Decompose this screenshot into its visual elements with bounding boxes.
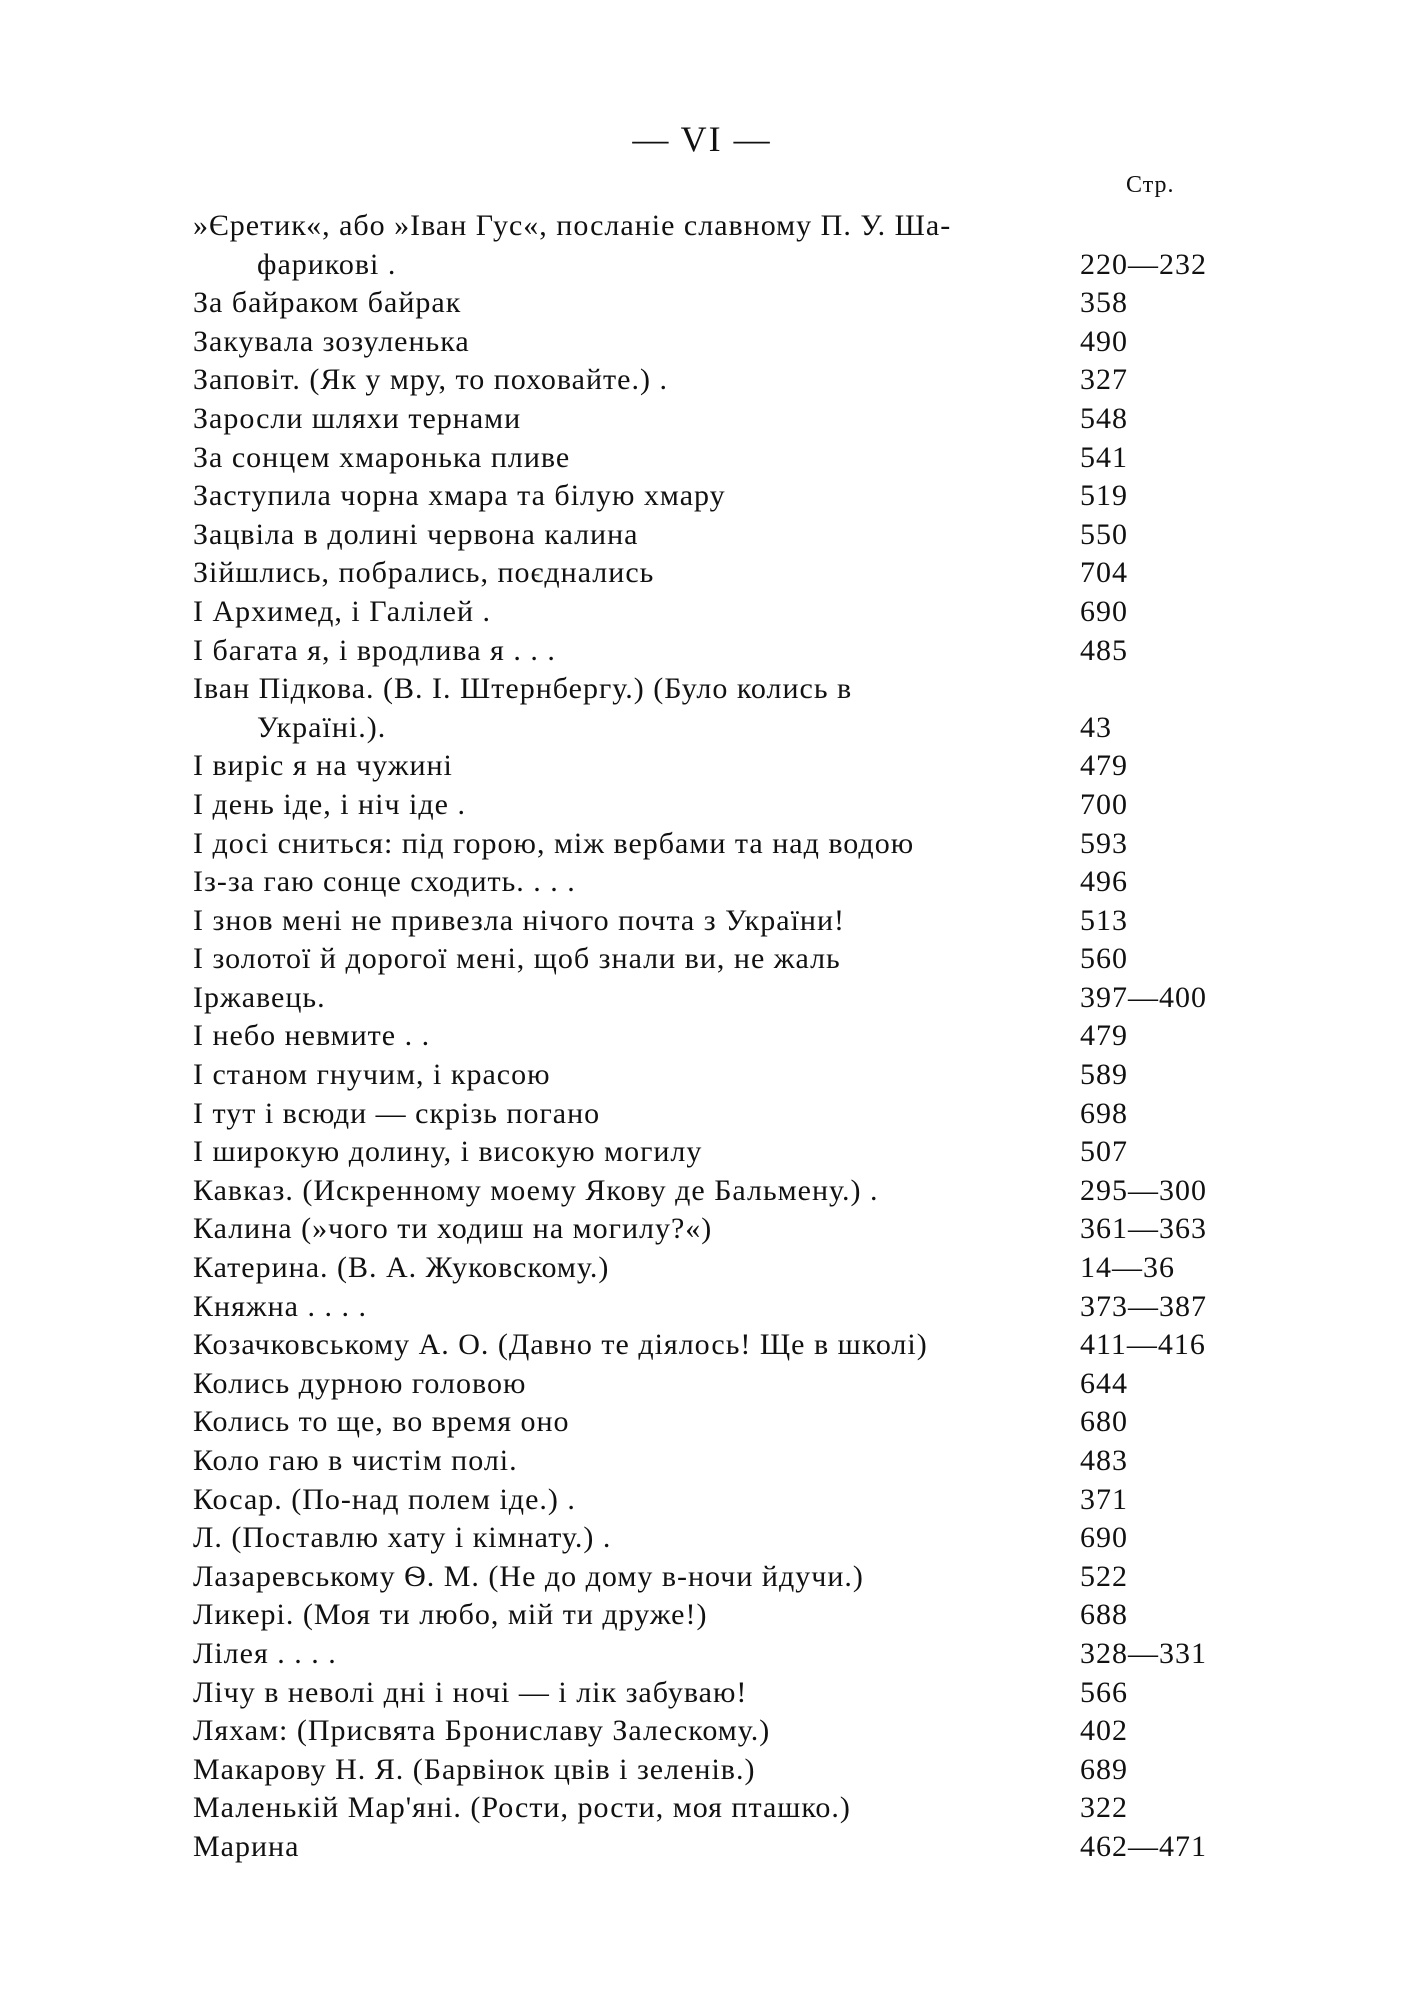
toc-entry-line (193, 1403, 1223, 1442)
toc-entry-title: Макарову Н. Я. (Барвінок цвів і зеленів.) (193, 1752, 756, 1786)
toc-entry-line (193, 246, 1223, 285)
toc-entry-title: Лічу в неволі дні і ночі — і лік забуваю! (193, 1675, 748, 1709)
toc-entry-title: Марина (193, 1829, 300, 1863)
toc-entry-page: 483 (1080, 1444, 1128, 1477)
toc-entry-line (193, 1095, 1223, 1134)
toc-entry-title: І Архимед, і Галілей . (193, 594, 492, 628)
toc-entry-page: 680 (1080, 1405, 1128, 1439)
toc-entry-line (193, 1017, 1223, 1056)
toc-entry-page: 220—232 (1080, 247, 1207, 281)
toc-entry-page: 43 (1080, 710, 1112, 744)
toc-entry-line (193, 1326, 1223, 1365)
toc-entry-title: Лілея . . . . (193, 1636, 337, 1670)
toc-entry-title: Іржавець. (193, 980, 326, 1014)
toc-entry-line (193, 1249, 1223, 1288)
toc-entry-title: Колись дурною головою (193, 1366, 527, 1400)
toc-entry-line (193, 439, 1223, 478)
toc-entry-title: Заступила чорна хмара та білую хмару (193, 479, 726, 513)
toc-entry-page: 522 (1080, 1559, 1128, 1593)
toc-entry-title: Косар. (По-над полем іде.) . (193, 1482, 576, 1516)
toc-entry-line (193, 1674, 1223, 1713)
toc-entry-title: Маленькій Мар'яні. (Рости, рости, моя пташко.) (193, 1791, 851, 1825)
toc-entry-line (193, 477, 1223, 516)
toc-entry-title: Зацвіла в долині червона калина (193, 517, 639, 551)
toc-entry-title: Із-за гаю сонце сходить. . . . (193, 865, 576, 899)
toc-entry-title: Колись то ще, во время оно (193, 1405, 570, 1439)
toc-entry-title: Закувала зозуленька (193, 324, 470, 358)
toc-entry-page: 690 (1080, 594, 1128, 628)
toc-entry-title: Коло гаю в чистім полі. (193, 1444, 518, 1477)
toc-entry-line (193, 1519, 1223, 1558)
toc-entry-title: Заповіт. (Як у мру, то поховайте.) . (193, 363, 668, 397)
toc-entry-title: Катерина. (В. А. Жуковскому.) (193, 1251, 610, 1285)
toc-entry-title: І широкую долину, і високую могилу (193, 1135, 703, 1169)
toc-entry-title: І небо невмите . . (193, 1019, 431, 1053)
toc-entry-page: 490 (1080, 324, 1128, 358)
table-of-contents (193, 207, 1223, 1867)
toc-entry-title: Кавказ. (Искренному моему Якову де Бальмену.) . (193, 1173, 879, 1207)
toc-entry-line (193, 323, 1223, 362)
toc-entry-title: І день іде, і ніч іде . (193, 787, 466, 821)
toc-entry-line (193, 1210, 1223, 1249)
toc-entry-line (193, 1596, 1223, 1635)
toc-entry-page: 479 (1080, 1019, 1128, 1053)
toc-entry-title: І досі сниться: під горою, між вербами та над водою (193, 826, 915, 860)
toc-entry-page: 462—471 (1080, 1829, 1207, 1863)
toc-entry-page: 700 (1080, 787, 1128, 821)
toc-entry-title: Княжна . . . . (193, 1289, 367, 1323)
toc-entry-line (193, 902, 1223, 941)
toc-entry-line (193, 670, 1223, 709)
page-column-label: Стр. (1126, 172, 1175, 198)
toc-entry-page: 507 (1080, 1135, 1128, 1169)
toc-entry-line (193, 709, 1223, 748)
toc-entry-page: 589 (1080, 1058, 1128, 1092)
toc-entry-title: Л. (Поставлю хату і кімнату.) . (193, 1521, 612, 1555)
toc-entry-line (193, 1442, 1223, 1481)
toc-entry-page: 688 (1080, 1598, 1128, 1632)
toc-entry-title: Калина (»чого ти ходиш на могилу?«) (193, 1212, 713, 1246)
toc-entry-title: Україні.). (257, 710, 387, 744)
toc-entry-line (193, 786, 1223, 825)
toc-entry-page: 479 (1080, 749, 1128, 783)
toc-entry-page: 698 (1080, 1096, 1128, 1130)
toc-entry-line (193, 1056, 1223, 1095)
toc-entry-title: Зійшлись, побрались, поєднались (193, 556, 655, 590)
toc-entry-page: 550 (1080, 517, 1128, 551)
toc-entry-title: Ляхам: (Присвята Брониславу Залескому.) (193, 1714, 771, 1748)
toc-entry-title: І тут і всюди — скрізь погано (193, 1096, 601, 1130)
toc-entry-line (193, 1172, 1223, 1211)
toc-entry-line (193, 1828, 1223, 1867)
toc-entry-title: »Єретик«, або »Іван Гус«, посланіе славному П. У. Ша- (193, 209, 952, 242)
toc-entry-line (193, 554, 1223, 593)
toc-entry-page: 485 (1080, 633, 1128, 667)
toc-entry-line (193, 825, 1223, 864)
toc-entry-page: 690 (1080, 1521, 1128, 1555)
toc-entry-title: І знов мені не привезла нічого почта з України! (193, 903, 846, 937)
toc-entry-page: 519 (1080, 479, 1128, 513)
toc-entry-line (193, 747, 1223, 786)
toc-entry-page: 373—387 (1080, 1289, 1207, 1323)
toc-entry-page: 548 (1080, 401, 1128, 435)
toc-entry-page: 361—363 (1080, 1212, 1207, 1246)
toc-entry-line (193, 1712, 1223, 1751)
toc-entry-page: 560 (1080, 942, 1128, 976)
toc-entry-page: 566 (1080, 1675, 1128, 1709)
toc-entry-page: 397—400 (1080, 980, 1207, 1014)
toc-entry-page: 496 (1080, 865, 1128, 899)
toc-entry-line (193, 1558, 1223, 1597)
toc-entry-page: 704 (1080, 556, 1128, 590)
toc-entry-page: 644 (1080, 1366, 1128, 1400)
toc-entry-page: 371 (1080, 1482, 1128, 1516)
toc-entry-page: 358 (1080, 286, 1128, 320)
toc-entry-page: 593 (1080, 826, 1128, 860)
toc-entry-title: І золотої й дорогої мені, щоб знали ви, не жаль (193, 942, 841, 976)
toc-entry-line (193, 361, 1223, 400)
toc-entry-line (193, 400, 1223, 439)
toc-entry-line (193, 940, 1223, 979)
toc-entry-line (193, 1133, 1223, 1172)
toc-entry-line (193, 1481, 1223, 1520)
toc-entry-title: фарикові . (257, 247, 397, 281)
toc-entry-title: Козачковському А. О. (Давно те діялось! Ще в школі) (193, 1328, 928, 1362)
toc-entry-page: 402 (1080, 1714, 1128, 1748)
toc-entry-line (193, 207, 1223, 246)
toc-entry-page: 295—300 (1080, 1173, 1207, 1207)
toc-entry-page: 541 (1080, 440, 1128, 474)
toc-entry-page: 411—416 (1080, 1328, 1206, 1362)
toc-entry-page: 322 (1080, 1791, 1128, 1825)
toc-entry-title: І станом гнучим, і красою (193, 1058, 551, 1092)
toc-entry-page: 327 (1080, 363, 1128, 397)
toc-entry-line (193, 1751, 1223, 1790)
toc-entry-page: 689 (1080, 1752, 1128, 1786)
toc-entry-line (193, 632, 1223, 671)
toc-entry-line (193, 1365, 1223, 1404)
toc-entry-title: Лазаревському Ѳ. М. (Не до дому в-ночи йдучи.) (193, 1559, 864, 1593)
toc-entry-line (193, 593, 1223, 632)
toc-entry-title: За байраком байрак (193, 286, 462, 320)
toc-entry-title: За сонцем хмаронька пливе (193, 440, 571, 474)
toc-entry-title: Іван Підкова. (В. І. Штернбергу.) (Було колись в (193, 672, 853, 706)
toc-entry-line (193, 1288, 1223, 1327)
toc-entry-title: Ликері. (Моя ти любо, мій ти друже!) (193, 1598, 708, 1632)
toc-entry-page: 513 (1080, 903, 1128, 937)
toc-entry-line (193, 516, 1223, 555)
toc-entry-title: І виріс я на чужині (193, 749, 453, 783)
toc-entry-line (193, 979, 1223, 1018)
toc-entry-line (193, 1789, 1223, 1828)
toc-entry-title: Заросли шляхи тернами (193, 401, 522, 435)
toc-entry-page: 328—331 (1080, 1636, 1207, 1670)
toc-entry-page: 14—36 (1080, 1251, 1175, 1285)
page-number-header: — VI — (632, 119, 772, 159)
toc-entry-line (193, 863, 1223, 902)
toc-entry-line (193, 1635, 1223, 1674)
toc-entry-title: І багата я, і вродлива я . . . (193, 633, 556, 667)
toc-entry-line (193, 284, 1223, 323)
